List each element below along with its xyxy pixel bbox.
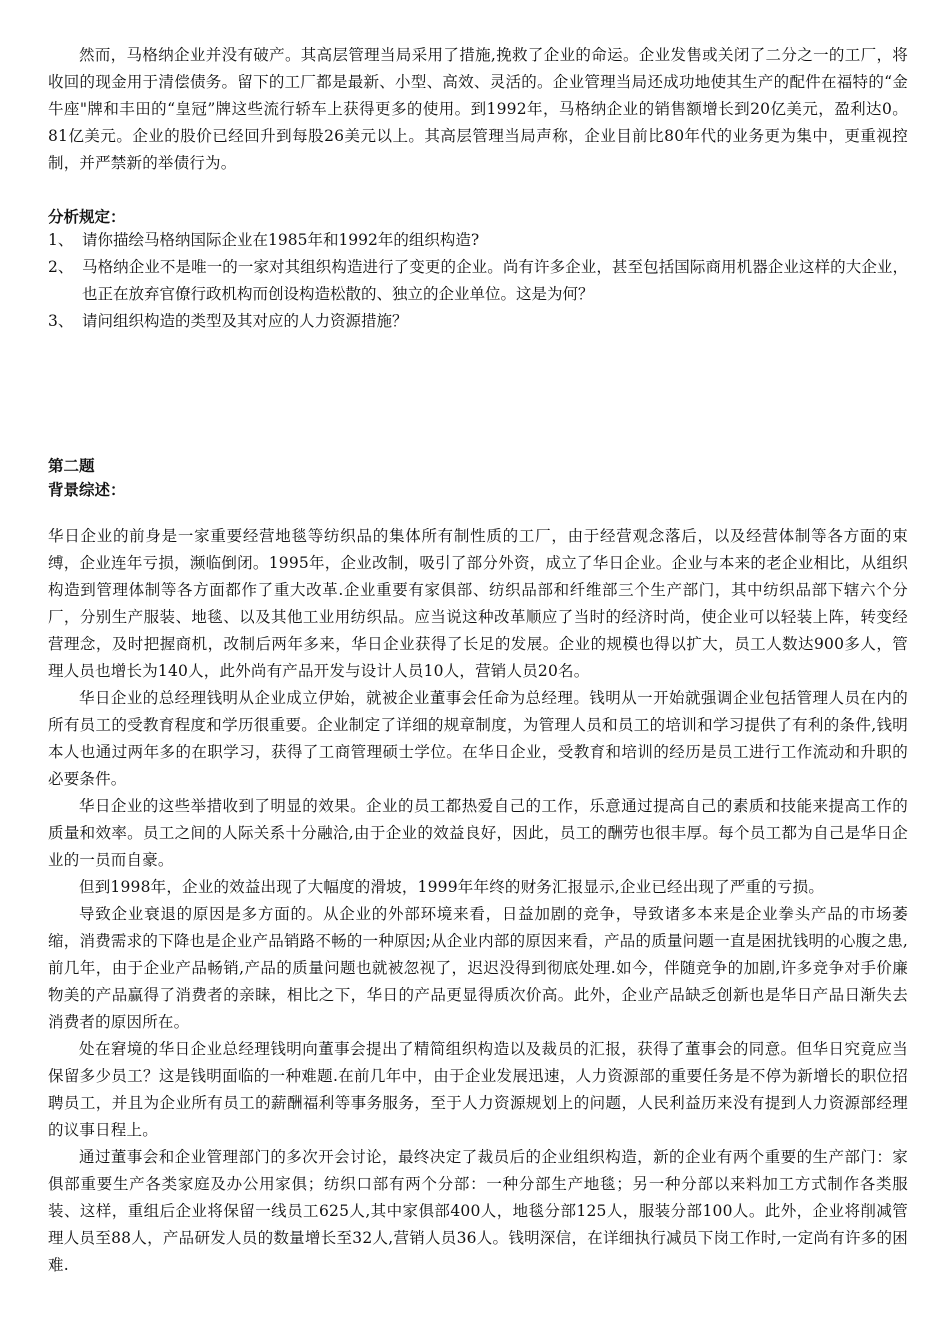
question-text: 马格纳企业不是唯一的一家对其组织构造进行了变更的企业。尚有许多企业，甚至包括国际商用机器企业这样的大企业，也正在放弃官僚行政机构而创设构造松散的、独立的企业单位。这是为何？ [82, 258, 908, 303]
case-paragraph: 华日企业的这些举措收到了明显的效果。企业的员工都热爱自己的工作，乐意通过提高自己的素质和技能来提高工作的质量和效率。员工之间的人际关系十分融洽,由于企业的效益良好，因此，员工的酬劳也很丰厚。每个员工都为自己是华日企业的一员而自豪。 [48, 797, 908, 869]
case-paragraph: 通过董事会和企业管理部门的多次开会讨论，最终决定了裁员后的企业组织构造，新的企业有两个重要的生产部门：家俱部重要生产各类家庭及办公用家俱；纺织口部有两个分部：一种分部生产地毯；另一种分部以来料加工方式制作各类服装、这样，重组后企业将保留一线员工625人,其中家俱部400人，地毯分部125人，服装分部100人。此外，企业将削减管理人员至88人，产品研发人员的数量增长至32人,营销人员36人。钱明深信，在详细执行减员下岗工作时,一定尚有许多的困难. [48, 1148, 908, 1274]
case-paragraph: 华日企业的前身是一家重要经营地毯等纺织品的集体所有制性质的工厂，由于经营观念落后，以及经营体制等各方面的束缚，企业连年亏损，濒临倒闭。1995年，企业改制，吸引了部分外资，成立了华日企业。企业与本来的老企业相比，从组织构造到管理体制等各方面都作了重大改革.企业重要有家俱部、纺织品部和纤维部三个生产部门，其中纺织品部下辖六个分厂，分别生产服装、地毯、以及其他工业用纺织品。应当说这种改革顺应了当时的经济时尚，使企业可以轻装上阵，转变经营理念，及时把握商机，改制后两年多来，华日企业获得了长足的发展。企业的规模也得以扩大，员工人数达900多人，管理人员也增长为140人，此外尚有产品开发与设计人员10人，营销人员20名。 [48, 527, 908, 680]
case-paragraph: 但到1998年，企业的效益出现了大幅度的滑坡，1999年年终的财务汇报显示,企业已经出现了严重的亏损。 [79, 878, 825, 896]
magna-recovery-paragraph: 然而，马格纳企业并没有破产。其高层管理当局采用了措施,挽救了企业的命运。企业发售或关闭了二分之一的工厂，将收回的现金用于清偿债务。留下的工厂都是最新、小型、高效、灵活的。企业管理当局还成功地使其生产的配件在福特的“金牛座"牌和丰田的“皇冠”牌这些流行轿车上获得更多的使用。到1992年，马格纳企业的销售额增长到20亿美元，盈利达0。81亿美元。企业的股价已经回升到每股26美元以上。其高层管理当局声称，企业目前比80年代的业务更为集中，更重视控制，并严禁新的举债行为。 [48, 46, 908, 172]
analysis-question [48, 227, 908, 254]
question-text: 请问组织构造的类型及其对应的人力资源措施？ [82, 312, 408, 330]
analysis-heading: 分析规定： [48, 207, 126, 226]
analysis-question [48, 308, 908, 335]
case-paragraph: 导致企业衰退的原因是多方面的。从企业的外部环境来看，日益加剧的竞争，导致诸多本来是企业拳头产品的市场萎缩，消费需求的下降也是企业产品销路不畅的一种原因;从企业内部的原因来看，产品的质量问题一直是困扰钱明的心腹之患,前几年，由于企业产品畅销,产品的质量问题也就被忽视了，迟迟没得到彻底处理.如今，伴随竞争的加剧,许多竞争对手价廉物美的产品赢得了消费者的亲睐，相比之下，华日的产品更显得质次价高。此外，企业产品缺乏创新也是华日产品日渐失去消费者的原因所在。 [48, 905, 908, 1031]
case-paragraph: 华日企业的总经理钱明从企业成立伊始，就被企业董事会任命为总经理。钱明从一开始就强调企业包括管理人员在内的所有员工的受教育程度和学历很重要。企业制定了详细的规章制度，为管理人员和员工的培训和学习提供了有利的条件,钱明本人也通过两年多的在职学习，获得了工商管理硕士学位。在华日企业，受教育和培训的经历是员工进行工作流动和升职的必要条件。 [48, 689, 908, 788]
huari-case-body [48, 523, 908, 1279]
case-paragraph: 处在窘境的华日企业总经理钱明向董事会提出了精简组织构造以及裁员的汇报，获得了董事会的同意。但华日究竟应当保留多少员工？这是钱明面临的一种难题.在前几年中，由于企业发展迅速，人力资源部的重要任务是不停为新增长的职位招聘员工，并且为企业所有员工的薪酬福利等事务服务，至于人力资源规划上的问题，人民利益历来没有提到人力资源部经理的议事日程上。 [48, 1040, 908, 1139]
question-text: 请你描绘马格纳国际企业在1985年和1992年的组织构造? [82, 231, 480, 249]
question-number: 1、 [48, 231, 74, 249]
magna-recovery-section [48, 42, 908, 177]
section-subtitle: 背景综述： [48, 480, 126, 499]
analysis-question [48, 254, 908, 308]
section-title: 第二题 [48, 456, 95, 475]
question-number: 3、 [48, 312, 74, 330]
question-number: 2、 [48, 258, 74, 276]
analysis-question-list [48, 227, 908, 335]
